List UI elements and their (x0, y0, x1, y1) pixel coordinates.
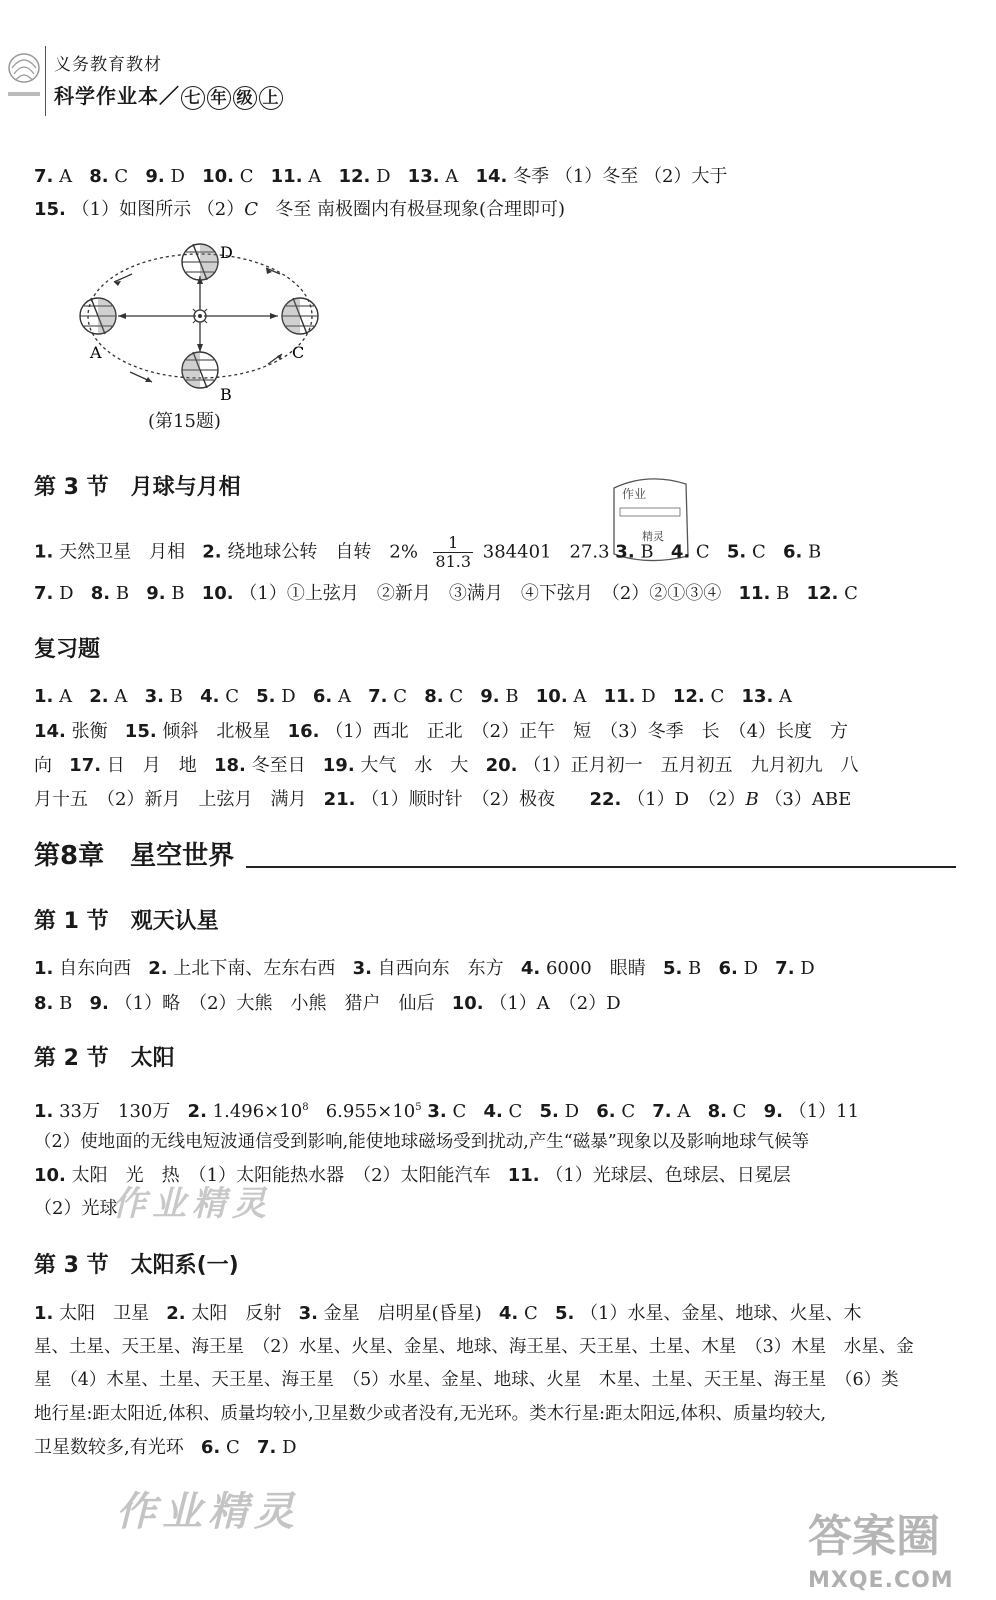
question-number: 4. (483, 1101, 503, 1122)
grade-char: 年 (207, 86, 231, 110)
answer-text: C (239, 166, 254, 187)
answer-text: 金星 启明星(昏星) (323, 1303, 482, 1324)
figure-caption: (第15题) (148, 411, 221, 432)
answer-text: A (337, 686, 351, 707)
answer-text: A (677, 1101, 691, 1122)
question-number: 15. (34, 199, 66, 220)
answer-text: A (445, 166, 459, 187)
answer-variable: B (745, 789, 759, 810)
question-number: 5. (256, 686, 276, 707)
answer-text: （1）略 （2）大熊 小熊 猎户 仙后 (114, 993, 435, 1014)
answer-line: 星 （4）木星、土星、天王星、海王星 （5）水星、金星、地球、火星 木星、土星、天王星、海王星 （6）类 (34, 1370, 899, 1390)
answer-line (34, 1434, 314, 1462)
question-number: 9. (146, 583, 166, 604)
watermark-text: 作业精灵 (112, 1184, 272, 1224)
question-number: 7. (34, 166, 54, 187)
answer-line: （2）使地面的无线电短波通信受到影响,能使地球磁场受到扰动,产生“磁暴”现象以及影响地球气候等 (34, 1132, 810, 1152)
answer-text: 384401 27.3 (482, 541, 610, 563)
answer-text: 绕地球公转 自转 2% (227, 541, 418, 563)
watermark-site-logo: 答案圈 (808, 1511, 940, 1562)
question-number: 11. (738, 583, 771, 604)
answer-text: 6.955×10 (325, 1101, 416, 1122)
answer-text: B (171, 583, 185, 604)
question-number: 2. (166, 1303, 186, 1324)
answer-line (34, 1094, 876, 1126)
question-number: 21. (323, 789, 356, 810)
question-number: 22. (589, 789, 622, 810)
answer-text: B (808, 541, 822, 563)
section-heading: 第 1 节 观天认星 (34, 909, 219, 934)
answer-text: （1）如图所示 （2） (71, 199, 245, 220)
question-number: 4. (200, 686, 220, 707)
section-heading: 第 2 节 太阳 (34, 1046, 175, 1071)
question-number: 2. (202, 541, 222, 563)
earth-icon (80, 298, 116, 334)
answer-text: A (779, 686, 793, 707)
question-number: 11. (507, 1165, 540, 1186)
question-number: 8. (89, 166, 109, 187)
earth-icon (182, 352, 218, 388)
question-number: 9. (89, 993, 109, 1014)
section-heading: 复习题 (34, 637, 101, 662)
answer-text: C (695, 541, 710, 563)
series-name: 义务教育教材 (54, 55, 162, 75)
answer-line (34, 534, 838, 571)
question-number: 18. (213, 755, 246, 776)
answer-variable: C (244, 199, 259, 220)
question-number: 3. (615, 541, 635, 563)
question-number: 1. (34, 1303, 54, 1324)
chapter-title: 第8章 星空世界 (34, 841, 235, 871)
answer-text: B (776, 583, 790, 604)
answer-line (34, 752, 876, 780)
answer-text: A (59, 166, 73, 187)
answer-text: C (524, 1303, 538, 1324)
question-number: 12. (806, 583, 839, 604)
question-number: 14. (475, 166, 508, 187)
answer-group (69, 755, 876, 776)
answer-text: B (59, 993, 73, 1014)
section-heading: 第 3 节 太阳系(一) (34, 1253, 239, 1278)
answer-line (34, 1300, 879, 1328)
question-number: 14. (34, 721, 66, 742)
question-number: 12. (338, 166, 371, 187)
page-header (0, 0, 996, 130)
question-number: 3. (144, 686, 164, 707)
question-number: 7. (652, 1101, 672, 1122)
diagram-label-b: B (220, 385, 232, 404)
question-number: 6. (596, 1101, 616, 1122)
fraction-denominator: 81.3 (435, 552, 472, 571)
answer-text: C (393, 686, 408, 707)
answer-text: （3）ABE (764, 789, 852, 810)
exponent: 8 (302, 1102, 309, 1113)
answer-text: B (169, 686, 183, 707)
answer-line (34, 580, 875, 608)
answer-line (34, 955, 832, 983)
answer-text: 6000 眼睛 (545, 958, 646, 979)
question-number: 10. (201, 583, 234, 604)
answer-text: 冬季 （1）冬至 （2）大于 (513, 166, 728, 187)
answer-text: D (800, 958, 815, 979)
answer-text: 卫星数较多,有光环 (34, 1437, 184, 1458)
chapter-rule (246, 866, 956, 868)
diagram-label-a: A (90, 343, 102, 362)
answer-text: 冬至日 (251, 755, 306, 776)
answer-line: 星、土星、天王星、海王星 （2）水星、火星、金星、地球、海王星、天王星、土星、木星 （3）木星 水星、金 (34, 1337, 914, 1357)
fraction-numerator: 1 (433, 534, 473, 553)
answer-text: B (505, 686, 519, 707)
answer-text: B (115, 583, 130, 604)
book-title-text: 科学作业本／ (54, 84, 180, 108)
question-number: 6. (200, 1437, 221, 1458)
answer-line (34, 990, 638, 1018)
question-number: 7. (775, 958, 795, 979)
earth-icon (282, 298, 318, 334)
stamp-text: 精灵 (642, 530, 664, 543)
publisher-logo-icon (6, 46, 44, 106)
question-number: 4. (670, 541, 691, 563)
question-number: 9. (763, 1101, 783, 1122)
answer-text: A (573, 686, 587, 707)
earth-icon (182, 244, 218, 280)
answer-text: D (59, 583, 74, 604)
question-number: 3. (298, 1303, 318, 1324)
question-number: 16. (287, 721, 320, 742)
answer-text: A (114, 686, 128, 707)
question-number: 2. (187, 1101, 207, 1122)
question-number: 6. (718, 958, 738, 979)
question-number: 1. (34, 958, 54, 979)
answer-text: B (640, 541, 654, 563)
answer-text: C (710, 686, 725, 707)
question-number: 8. (707, 1101, 727, 1122)
watermark-text: 作业精灵 (116, 1488, 300, 1535)
answer-text: D (170, 166, 185, 187)
answer-text: C (621, 1101, 636, 1122)
question-number: 1. (34, 1101, 54, 1122)
exponent: 5 (415, 1102, 422, 1113)
question-number: 15. (124, 721, 157, 742)
answer-text: 冬至 南极圈内有极昼现象(合理即可) (275, 199, 565, 220)
grade-char: 上 (259, 86, 283, 110)
answer-text: 张衡 (71, 721, 108, 742)
question-number: 9. (145, 166, 165, 187)
answer-text: 大气 水 大 (360, 755, 469, 776)
answer-text: 自西向东 东方 (377, 958, 504, 979)
answer-text: C (452, 1101, 467, 1122)
answer-text: （1）A （2）D (489, 993, 621, 1014)
question-number: 8. (424, 686, 444, 707)
answer-text: C (449, 686, 464, 707)
question-number: 2. (89, 686, 109, 707)
question-number: 13. (407, 166, 440, 187)
question-number: 8. (90, 583, 111, 604)
answer-line (34, 163, 745, 191)
answer-text: 1.496×10 (212, 1101, 303, 1122)
question-number: 2. (148, 958, 168, 979)
answer-text: （1）光球层、色球层、日冕层 (545, 1165, 791, 1186)
answer-text: 自东向西 (59, 958, 132, 979)
question-number: 4. (520, 958, 541, 979)
question-number: 5. (539, 1101, 559, 1122)
answer-text: 月十五 （2）新月 上弦月 满月 (34, 789, 307, 810)
answer-text: C (844, 583, 858, 604)
answer-text: 33万 130万 (59, 1101, 171, 1122)
watermark-site-url: MXQE.COM (808, 1568, 954, 1593)
question-number: 20. (485, 755, 518, 776)
question-number: 17. (69, 755, 102, 776)
answer-text: （1）11 (788, 1101, 860, 1122)
question-number: 11. (270, 166, 303, 187)
book-title (54, 80, 284, 110)
answer-text: D (376, 166, 391, 187)
answer-text: 上北下南、左东右西 (173, 958, 336, 979)
question-number: 11. (603, 686, 636, 707)
answer-text: 太阳 卫星 (59, 1303, 150, 1324)
question-number: 5. (662, 958, 683, 979)
fraction (433, 534, 473, 571)
question-number: 6. (312, 686, 333, 707)
question-number: 7. (368, 686, 388, 707)
answer-text: A (59, 686, 73, 707)
question-number: 7. (256, 1437, 277, 1458)
question-number: 8. (34, 993, 54, 1014)
answer-text: C (508, 1101, 523, 1122)
answer-text: （1）D （2） (627, 789, 746, 810)
diagram-label-d: D (220, 243, 233, 262)
grade-char: 七 (181, 86, 205, 110)
answer-text: （1）①上弦月 ②新月 ③满月 ④下弦月 （2）②①③④ (239, 583, 722, 604)
sun-icon (190, 306, 210, 326)
answer-line (34, 718, 865, 746)
answer-text: D (743, 958, 758, 979)
answer-text: 太阳 光 热 （1）太阳能热水器 （2）太阳能汽车 (71, 1165, 491, 1186)
answer-text: 倾斜 北极星 (162, 721, 271, 742)
answer-line (34, 683, 809, 711)
answer-line-q15 (34, 196, 565, 224)
question-number: 7. (34, 583, 54, 604)
answer-text: C (114, 166, 129, 187)
answer-text: C (225, 686, 239, 707)
answer-text: D (281, 686, 296, 707)
question-number: 6. (782, 541, 803, 563)
question-number: 13. (741, 686, 774, 707)
question-number: 5. (726, 541, 747, 563)
answer-line (34, 786, 851, 814)
answer-text: A (308, 166, 322, 187)
answer-text: （1）西北 正北 （2）正午 短 （3）冬季 长 （4）长度 方 (325, 721, 849, 742)
question-number: 10. (451, 993, 484, 1014)
answer-text: （1）顺时针 （2）极夜 (361, 789, 556, 810)
answer-group (324, 789, 573, 810)
question-number: 4. (498, 1303, 519, 1324)
answer-text: B (688, 958, 702, 979)
question-number: 3. (427, 1101, 447, 1122)
answer-text: 日 月 地 (106, 755, 197, 776)
stamp-text: 作业 (622, 487, 647, 501)
question-number: 1. (34, 686, 54, 707)
question-number: 10. (535, 686, 568, 707)
answer-text: 向 (34, 755, 52, 776)
header-divider (45, 46, 46, 116)
diagram-label-c: C (292, 343, 305, 362)
section-heading: 第 3 节 月球与月相 (34, 475, 241, 500)
answer-line: （2）光球 (34, 1198, 118, 1219)
answer-group (201, 1437, 314, 1458)
question-number: 1. (34, 541, 54, 563)
answer-text: （1）水星、金星、地球、火星、木 (580, 1303, 862, 1324)
answer-text: C (751, 541, 766, 563)
question-number: 10. (202, 166, 234, 187)
answer-text: C (226, 1437, 240, 1458)
answer-line: 地行星:距太阳近,体积、质量均较小,卫星数少或者没有,无光环。类木行星:距太阳远,体积、质量均较大, (34, 1404, 827, 1424)
answer-group (615, 542, 838, 563)
answer-text: C (732, 1101, 747, 1122)
answer-text: （1）正月初一 五月初五 九月初九 八 (523, 755, 859, 776)
answer-group (427, 1101, 876, 1122)
question-number: 3. (352, 958, 372, 979)
question-number: 5. (554, 1303, 575, 1324)
question-number: 19. (322, 755, 355, 776)
grade-char: 级 (233, 86, 257, 110)
answer-text: D (282, 1437, 297, 1458)
answer-text: D (564, 1101, 580, 1122)
question-number: 10. (34, 1165, 66, 1186)
earth-orbit-diagram (70, 232, 360, 407)
question-number: 12. (672, 686, 705, 707)
answer-text: 天然卫星 月相 (59, 541, 186, 563)
answer-text: D (641, 686, 656, 707)
question-number: 9. (480, 686, 500, 707)
answer-text: 太阳 反射 (191, 1303, 282, 1324)
